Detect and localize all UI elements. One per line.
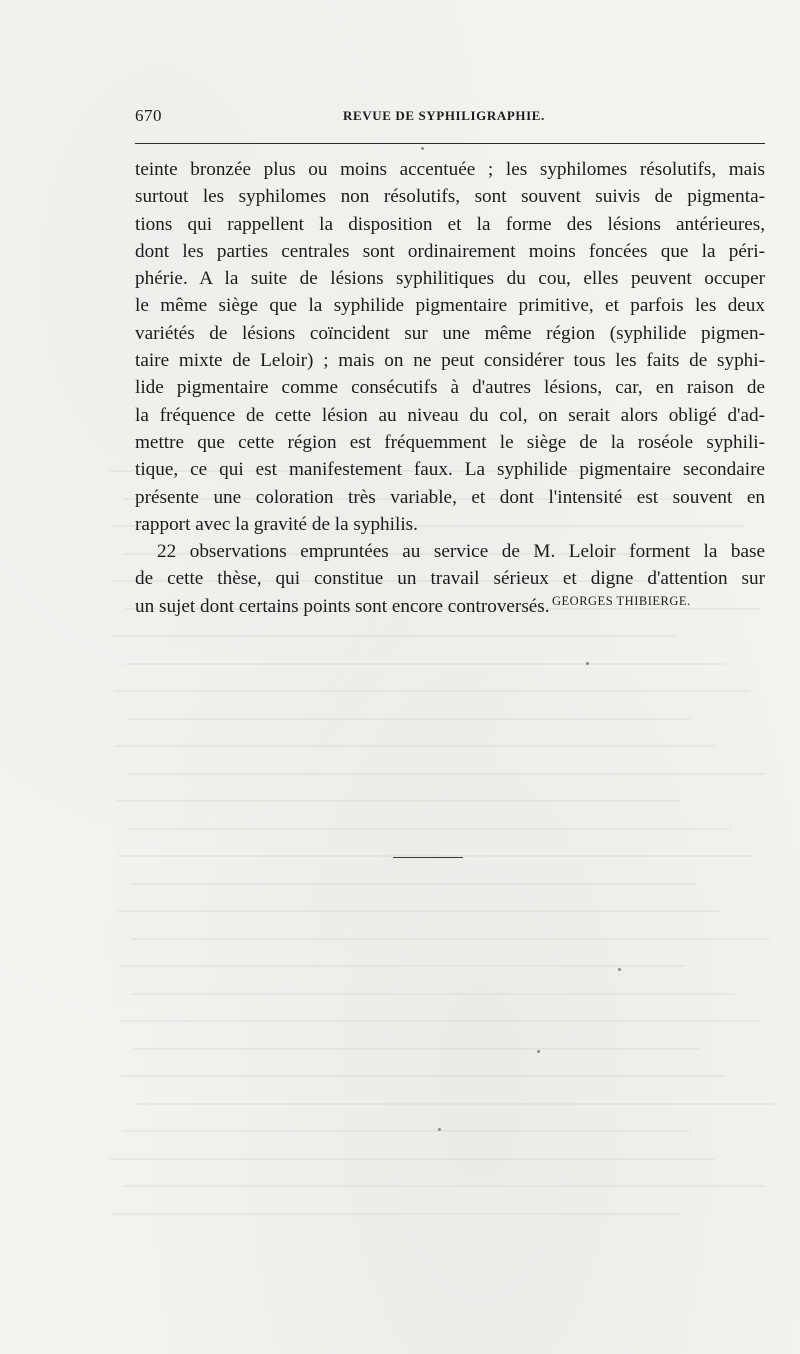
bleed-line bbox=[111, 1213, 680, 1215]
body-text bbox=[135, 156, 765, 620]
bleed-line bbox=[130, 883, 695, 885]
bleed-line bbox=[120, 1020, 760, 1022]
text-line: tique, ce qui est manifestement faux. La syphilide pigmentaire secondaire bbox=[135, 459, 765, 481]
bleed-line bbox=[113, 635, 675, 637]
bleed-line bbox=[122, 1130, 690, 1132]
text-line: 22 observations empruntées au service de M. Leloir forment la base bbox=[157, 541, 765, 563]
text-line: un sujet dont certains points sont encore controversés. bbox=[135, 595, 550, 617]
bleed-line bbox=[121, 1075, 725, 1077]
text-line: la fréquence de cette lésion au niveau du col, on serait alors obligé d'ad- bbox=[135, 404, 765, 426]
text-line: mettre que cette région est fréquemment le siège de la roséole syphili- bbox=[135, 431, 765, 453]
bleed-line bbox=[131, 938, 770, 940]
running-title: REVUE DE SYPHILIGRAPHIE. bbox=[343, 108, 545, 123]
bleed-line bbox=[116, 800, 680, 802]
text-line: phérie. A la suite de lésions syphilitiques du cou, elles peuvent occuper bbox=[135, 268, 765, 290]
text-line: taire mixte de Leloir) ; mais on ne peut considérer tous les faits de syphi- bbox=[135, 350, 765, 372]
print-speck bbox=[421, 147, 424, 150]
bleed-line bbox=[126, 663, 725, 665]
bleed-line bbox=[114, 690, 750, 692]
text-line: rapport avec la gravité de la syphilis. bbox=[135, 513, 418, 535]
print-speck bbox=[438, 1128, 441, 1131]
text-line: le même siège que la syphilide pigmentaire primitive, et parfois les deux bbox=[135, 295, 765, 317]
bleed-line bbox=[127, 718, 690, 720]
bleed-line bbox=[132, 993, 735, 995]
text-line: surtout les syphilomes non résolutifs, sont souvent suivis de pigmenta- bbox=[135, 186, 765, 208]
bleed-line bbox=[123, 1185, 765, 1187]
paragraph-1 bbox=[135, 156, 765, 538]
bleed-line bbox=[129, 828, 730, 830]
header-rule bbox=[135, 143, 765, 144]
bleed-line bbox=[110, 1158, 715, 1160]
section-end-rule bbox=[393, 857, 463, 858]
bleed-line bbox=[118, 910, 720, 912]
bleed-line bbox=[119, 965, 685, 967]
bleed-line bbox=[115, 745, 715, 747]
text-line: lide pigmentaire comme consécutifs à d'autres lésions, car, en raison de bbox=[135, 377, 765, 399]
text-line: présente une coloration très variable, et dont l'intensité est souvent en bbox=[135, 486, 765, 508]
text-line: teinte bronzée plus ou moins accentuée ; les syphilomes résolutifs, mais bbox=[135, 159, 765, 180]
print-speck bbox=[537, 1050, 540, 1053]
text-line: de cette thèse, qui constitue un travail sérieux et digne d'attention sur bbox=[135, 568, 765, 590]
page-number: 670 bbox=[135, 106, 162, 125]
author-signature: GEORGES THIBIERGE. bbox=[552, 594, 691, 608]
text-line: tions qui rappellent la disposition et la forme des lésions antérieures, bbox=[135, 213, 765, 235]
print-speck bbox=[586, 662, 589, 665]
text-line: dont les parties centrales sont ordinairement moins foncées que la péri- bbox=[135, 240, 765, 262]
bleed-line bbox=[133, 1048, 700, 1050]
print-speck bbox=[618, 968, 621, 971]
page-header bbox=[135, 106, 765, 132]
text-line: variétés de lésions coïncident sur une même région (syphilide pigmen- bbox=[135, 322, 765, 344]
bleed-line bbox=[134, 1103, 775, 1105]
bleed-line bbox=[128, 773, 765, 775]
